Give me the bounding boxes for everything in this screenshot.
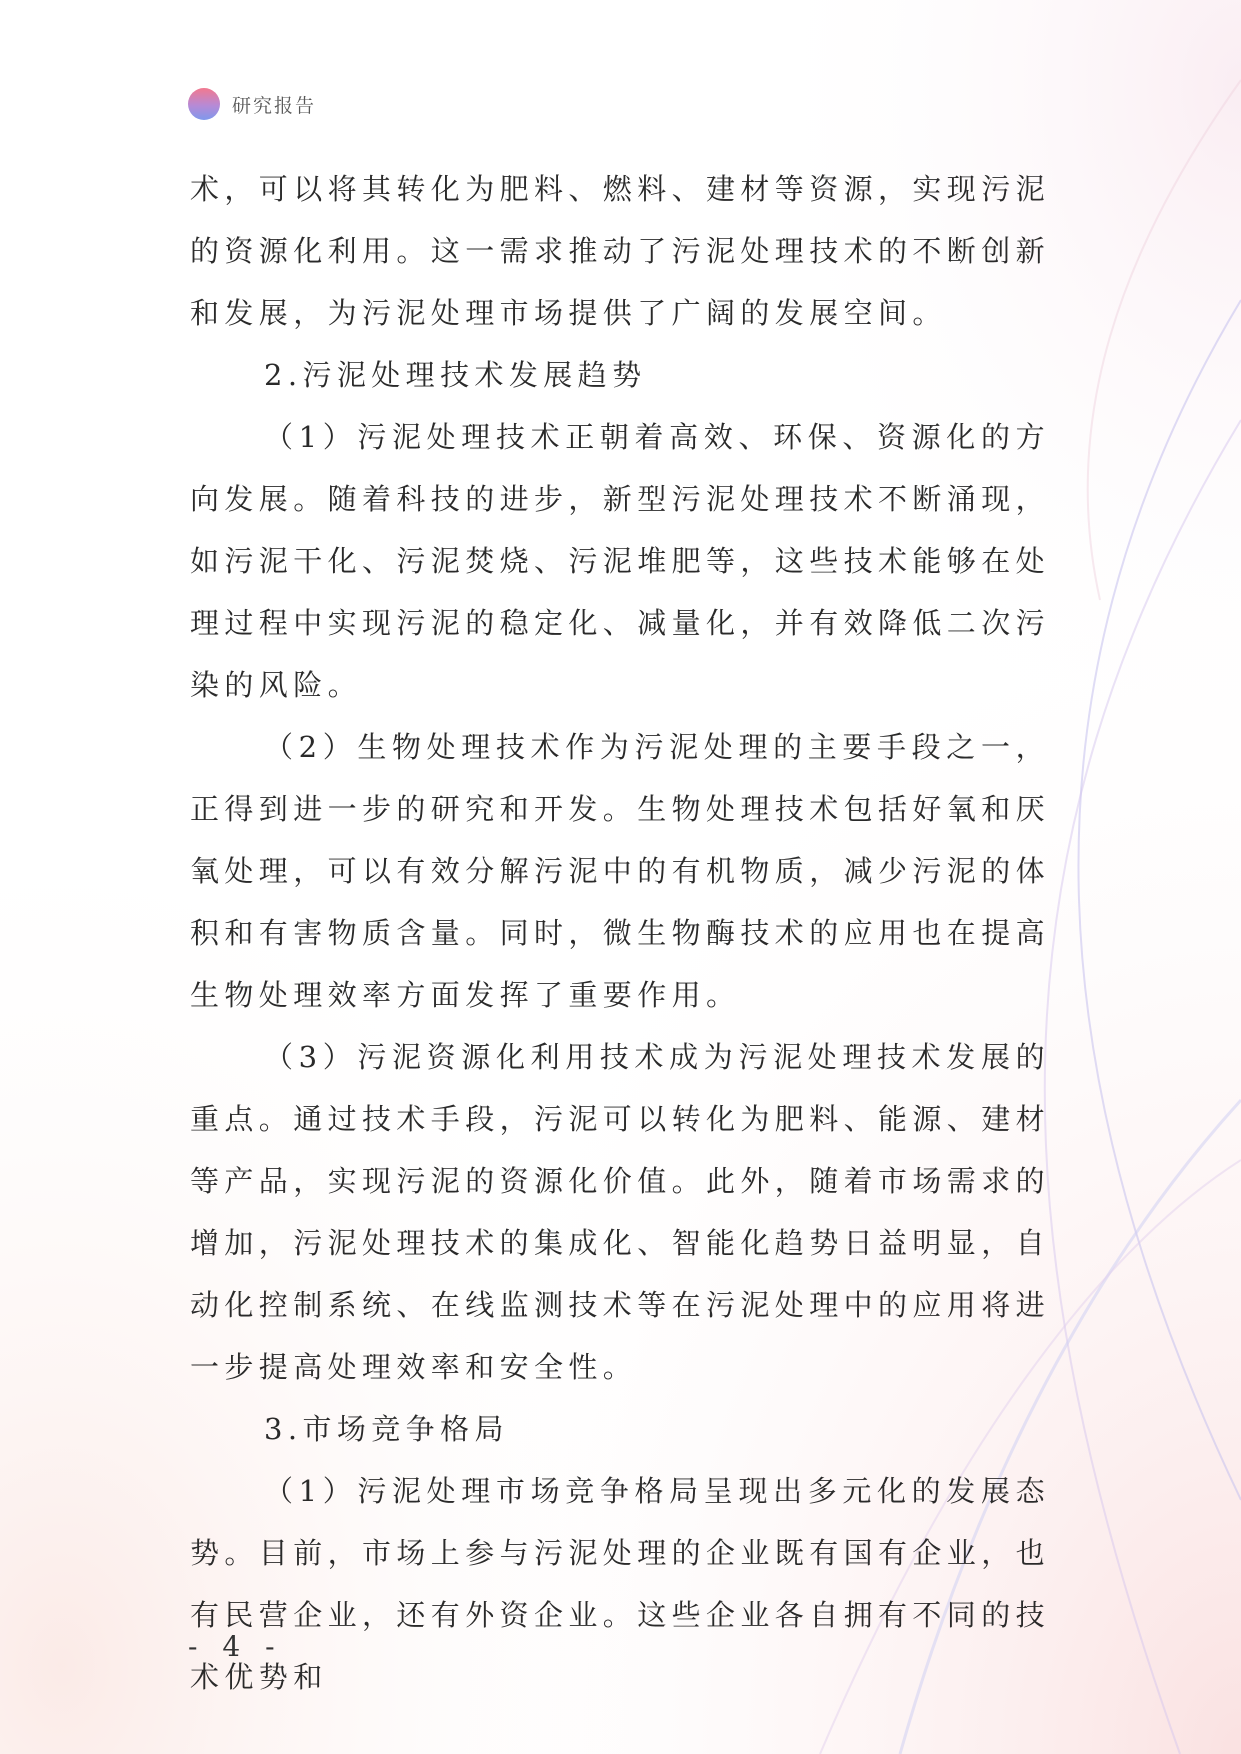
section-heading: 3.市场竞争格局 xyxy=(264,1412,509,1446)
paragraph: （3）污泥资源化利用技术成为污泥处理技术发展的重点。通过技术手段，污泥可以转化为肥料、能源、建材等产品，实现污泥的资源化价值。此外，随着市场需求的增加，污泥处理技术的集成化、智能化趋势日益明显，自动化控制系统、在线监测技术等在污泥处理中的应用将进一步提高处理效率和安全性。 xyxy=(190,1040,1051,1384)
section-heading: 2.污泥处理技术发展趋势 xyxy=(264,358,647,392)
page-number: - 4 - xyxy=(188,1630,283,1663)
paragraph: （1）污泥处理市场竞争格局呈现出多元化的发展态势。目前，市场上参与污泥处理的企业既有国有企业，也有民营企业，还有外资企业。这些企业各自拥有不同的技术优势和 xyxy=(190,1474,1051,1694)
paragraph-continuation: 术，可以将其转化为肥料、燃料、建材等资源，实现污泥的资源化利用。这一需求推动了污泥处理技术的不断创新和发展，为污泥处理市场提供了广阔的发展空间。 xyxy=(190,172,1051,330)
paragraph: （1）污泥处理技术正朝着高效、环保、资源化的方向发展。随着科技的进步，新型污泥处理技术不断涌现，如污泥干化、污泥焚烧、污泥堆肥等，这些技术能够在处理过程中实现污泥的稳定化、减量化，并有效降低二次污染的风险。 xyxy=(190,420,1051,702)
report-header xyxy=(188,88,316,120)
header-title: 研究报告 xyxy=(232,94,317,117)
paragraph: （2）生物处理技术作为污泥处理的主要手段之一，正得到进一步的研究和开发。生物处理技术包括好氧和厌氧处理，可以有效分解污泥中的有机物质，减少污泥的体积和有害物质含量。同时，微生物酶技术的应用也在提高生物处理效率方面发挥了重要作用。 xyxy=(190,730,1051,1012)
document-body xyxy=(190,158,1050,1708)
logo-icon xyxy=(188,88,220,120)
